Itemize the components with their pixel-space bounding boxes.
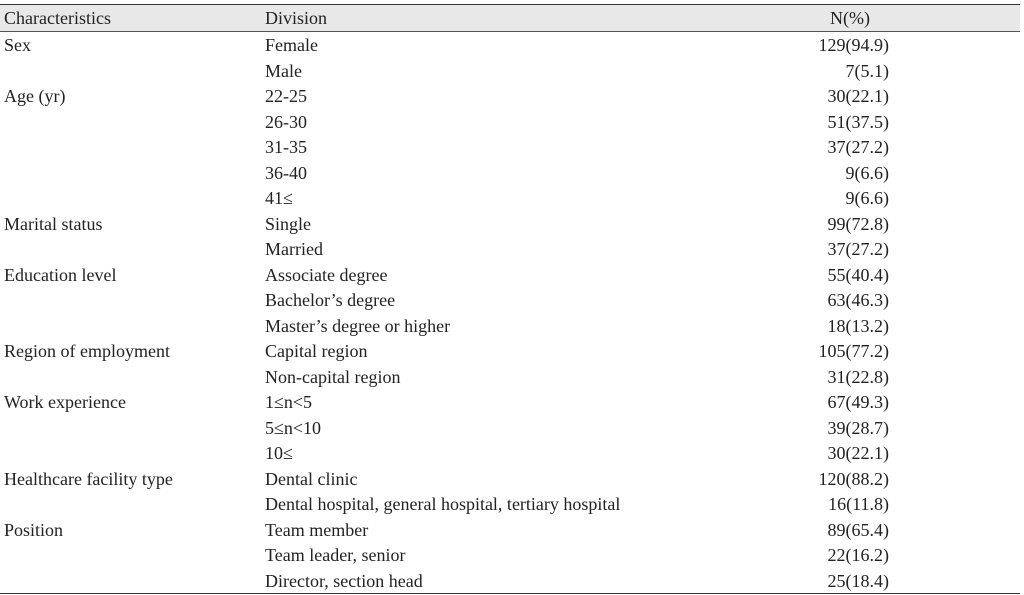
n-percent-cell: 99(72.8): [827, 213, 889, 234]
n-percent-cell: 9(6.6): [845, 188, 889, 208]
division-cell: Associate degree: [265, 264, 388, 285]
characteristic-cell: Position: [4, 519, 64, 540]
n-percent-cell: 51(37.5): [827, 111, 889, 132]
characteristic-cell: Marital status: [4, 213, 103, 234]
n-percent-cell: 16(11.8): [828, 494, 889, 514]
division-cell: Female: [265, 35, 318, 55]
table-row: [0, 491, 1020, 517]
n-percent-cell: 37(27.2): [827, 137, 889, 157]
table-body: [0, 32, 1020, 594]
n-percent-cell: 89(65.4): [827, 519, 889, 540]
table-row: [0, 542, 1020, 568]
table-row: [0, 236, 1020, 262]
n-percent-cell: 18(13.2): [827, 315, 889, 336]
header-n-percent: N(%): [830, 8, 870, 28]
n-percent-cell: 67(49.3): [827, 392, 889, 412]
division-cell: Capital region: [265, 341, 368, 361]
n-percent-cell: 120(88.2): [818, 468, 889, 489]
n-percent-cell: 37(27.2): [827, 239, 889, 259]
division-cell: 5≤n<10: [265, 417, 322, 438]
table-row: [0, 58, 1020, 84]
table-row: [0, 185, 1020, 211]
division-cell: Team leader, senior: [265, 545, 406, 565]
characteristic-cell: Age (yr): [4, 86, 66, 106]
n-percent-cell: 129(94.9): [818, 35, 889, 55]
division-cell: Single: [265, 213, 312, 234]
table-header-row: [0, 4, 1020, 32]
header-division: Division: [265, 8, 328, 28]
division-cell: Bachelor’s degree: [265, 290, 396, 310]
n-percent-cell: 105(77.2): [818, 341, 889, 361]
characteristics-table: [0, 4, 1020, 594]
n-percent-cell: 30(22.1): [827, 443, 889, 463]
division-cell: Master’s degree or higher: [265, 315, 451, 336]
characteristic-cell: Education level: [4, 264, 117, 285]
table-row: [0, 338, 1020, 364]
n-percent-cell: 9(6.6): [845, 162, 889, 183]
n-percent-cell: 39(28.7): [827, 417, 889, 438]
table-row: [0, 287, 1020, 313]
table-row: [0, 568, 1020, 595]
division-cell: 31-35: [265, 137, 307, 157]
division-cell: 26-30: [265, 111, 307, 132]
characteristic-cell: Region of employment: [4, 341, 170, 361]
table-row: [0, 262, 1020, 288]
division-cell: 22-25: [265, 86, 307, 106]
division-cell: 10≤: [265, 443, 293, 463]
division-cell: 36-40: [265, 162, 307, 183]
table-row: [0, 160, 1020, 186]
division-cell: 41≤: [265, 188, 293, 208]
table-row: [0, 517, 1020, 543]
division-cell: Male: [265, 60, 302, 81]
division-cell: Married: [265, 239, 323, 259]
n-percent-cell: 31(22.8): [827, 366, 889, 387]
division-cell: 1≤n<5: [265, 392, 313, 412]
characteristic-cell: Work experience: [4, 392, 126, 412]
n-percent-cell: 22(16.2): [827, 545, 889, 565]
table-row: [0, 134, 1020, 160]
division-cell: Non-capital region: [265, 366, 401, 387]
n-percent-cell: 30(22.1): [827, 86, 889, 106]
division-cell: Dental hospital, general hospital, tertiary hospital: [265, 494, 621, 514]
header-characteristics: Characteristics: [4, 8, 111, 28]
division-cell: Team member: [265, 519, 369, 540]
table-row: [0, 466, 1020, 492]
table-row: [0, 389, 1020, 415]
table-row: [0, 440, 1020, 466]
n-percent-cell: 63(46.3): [827, 290, 889, 310]
characteristic-cell: Sex: [4, 35, 31, 55]
table-row: [0, 313, 1020, 339]
division-cell: Dental clinic: [265, 468, 358, 489]
n-percent-cell: 25(18.4): [827, 570, 889, 591]
table-row: [0, 415, 1020, 441]
n-percent-cell: 55(40.4): [827, 264, 889, 285]
characteristic-cell: Healthcare facility type: [4, 468, 173, 489]
table-row: [0, 211, 1020, 237]
table-row: [0, 83, 1020, 109]
division-cell: Director, section head: [265, 570, 423, 591]
table-row: [0, 109, 1020, 135]
table-row: [0, 364, 1020, 390]
n-percent-cell: 7(5.1): [845, 60, 889, 81]
table-row: [0, 32, 1020, 58]
